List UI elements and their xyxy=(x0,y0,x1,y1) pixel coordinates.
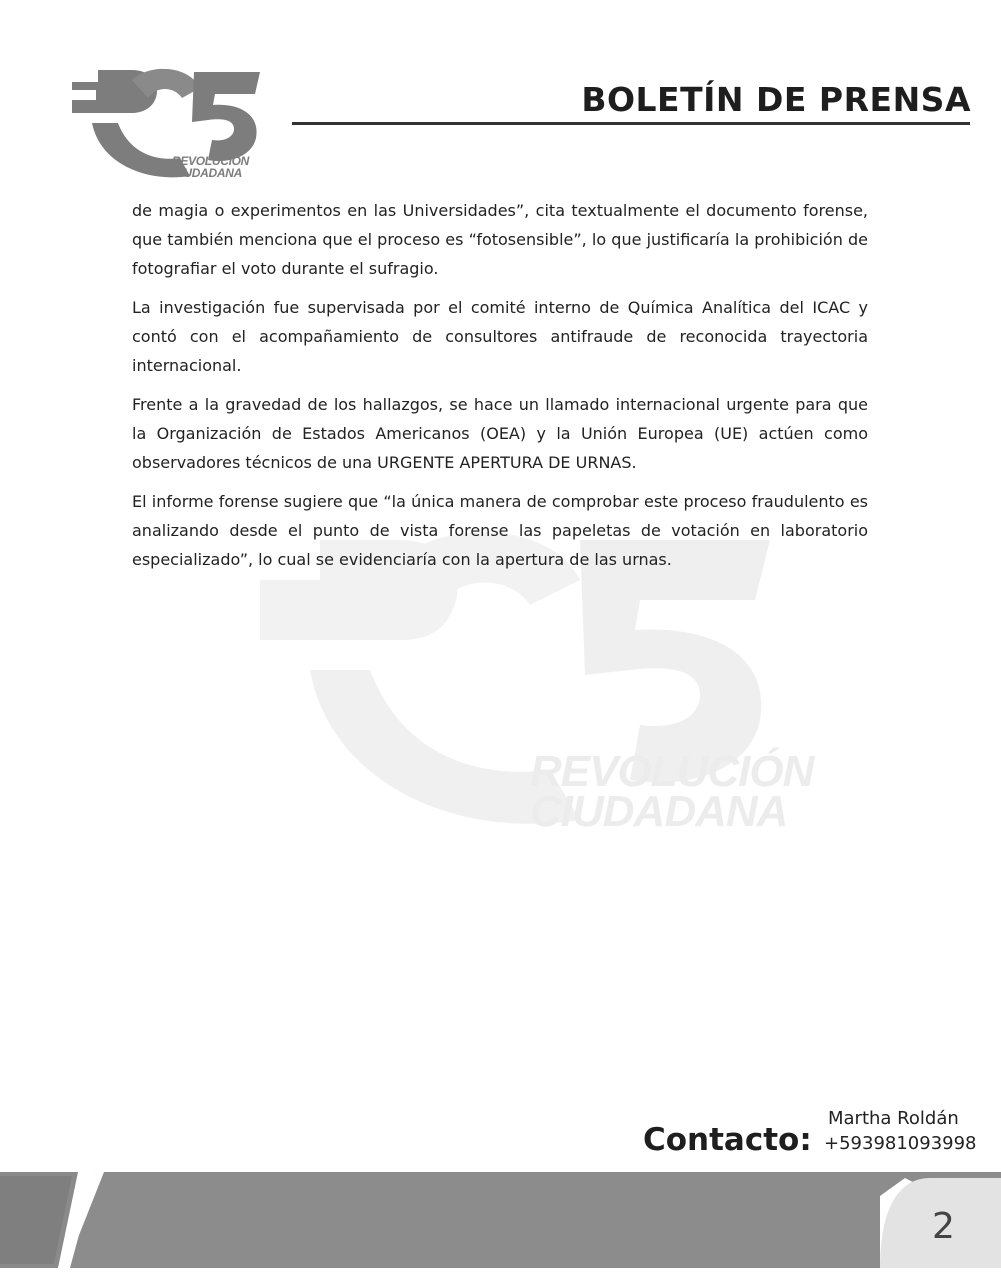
paragraph: El informe forense sugiere que “la única manera de comprobar este proceso fraudulento es analizando desde el punto de vista forense las papeletas de votación en laboratorio especializado”, lo cual se evidenciaría con la apertura de las urnas. xyxy=(132,492,868,569)
paragraph: de magia o experimentos en las Universidades”, cita textualmente el documento forense, que también menciona que el proceso es “fotosensible”, lo que justificaría la prohibición de fotografiar el voto durante el sufragio. xyxy=(132,201,868,278)
title-underline xyxy=(292,122,970,125)
page-title: BOLETÍN DE PRENSA xyxy=(581,80,971,119)
contact-phone[interactable]: +593981093998 xyxy=(824,1133,977,1154)
paragraph: La investigación fue supervisada por el comité interno de Química Analítica del ICAC y contó con el acompañamiento de consultores antifraude de reconocida trayectoria internacional. xyxy=(132,298,868,375)
page-number: 2 xyxy=(932,1206,955,1247)
paragraph: Frente a la gravedad de los hallazgos, se hace un llamado internacional urgente para que la Organización de Estados Americanos (OEA) y la Unión Europea (UE) actúen como observadores técnicos de una URGENTE APERTURA DE URNAS. xyxy=(132,395,868,472)
contact-label: Contacto: xyxy=(643,1122,812,1158)
contact-name: Martha Roldán xyxy=(828,1108,959,1129)
logo-text: REVOLUCIÓN CIUDADANA xyxy=(172,154,250,180)
watermark-text: REVOLUCIÓN CIUDADANA xyxy=(530,747,814,836)
body-text xyxy=(132,196,868,584)
footer-band xyxy=(0,1166,1001,1280)
